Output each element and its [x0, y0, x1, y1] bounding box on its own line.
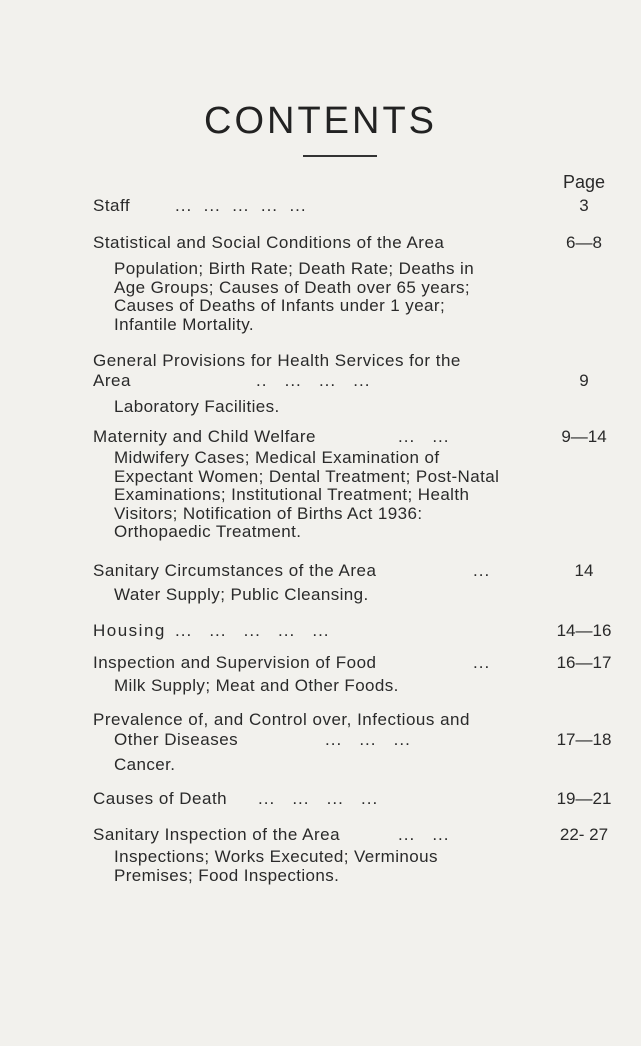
entry-title-continued: Other Diseases: [114, 730, 239, 749]
dot-leader: ... ...: [398, 427, 450, 446]
entry-subtopics: Inspections; Works Executed; Verminous Premises; Food Inspections.: [114, 847, 438, 885]
title-rule: [303, 155, 377, 157]
entry-title: Maternity and Child Welfare: [93, 427, 316, 446]
dot-leader: ...: [473, 653, 491, 672]
entry-title: General Provisions for Health Services for the: [93, 351, 461, 370]
entry-page: 9: [579, 371, 589, 390]
entry-page: 16—17: [556, 653, 612, 672]
entry-subtopics: Laboratory Facilities.: [114, 397, 280, 416]
dot-leader: ... ... ... ...: [258, 789, 379, 808]
entry-title: Sanitary Circumstances of the Area: [93, 561, 377, 580]
entry-subtopics: Milk Supply; Meat and Other Foods.: [114, 676, 399, 695]
dot-leader: .. ... ... ...: [256, 371, 371, 390]
dot-leader: ... ... ... ... ...: [175, 196, 307, 215]
dot-leader: ...: [473, 561, 491, 580]
entry-title: Staff: [93, 196, 131, 215]
entry-page: 14: [574, 561, 594, 580]
toc-entry-staff: [93, 196, 620, 216]
toc-entry-housing: [93, 621, 620, 641]
entry-page: 22- 27: [559, 825, 609, 844]
entry-title: Sanitary Inspection of the Area: [93, 825, 341, 844]
entry-title: Prevalence of, and Control over, Infectious and: [93, 710, 470, 729]
page-column-heading: Page: [562, 172, 606, 192]
toc-entry-maternity: [93, 427, 620, 542]
entry-subtopics: Population; Birth Rate; Death Rate; Deaths in Age Groups; Causes of Death over 65 years; Causes of Deaths of Infants under 1 year; Infantile Mortality.: [114, 259, 475, 334]
toc-entry-food-inspection: [93, 653, 620, 696]
dot-leader: ... ... ...: [325, 730, 411, 749]
entry-subtopics: Water Supply; Public Cleansing.: [114, 585, 369, 604]
page-title: CONTENTS: [204, 100, 437, 142]
entry-title-continued: Area: [93, 371, 131, 390]
entry-title: Inspection and Supervision of Food: [93, 653, 377, 672]
dot-leader: ... ... ... ... ...: [175, 621, 330, 640]
entry-title: Statistical and Social Conditions of the Area: [93, 233, 445, 252]
toc-entry-general-provisions: [93, 351, 620, 417]
entry-subtopics: Cancer.: [114, 755, 176, 774]
entry-page: 6—8: [566, 233, 602, 252]
toc-entry-sanitary-inspection: [93, 825, 620, 885]
entry-subtopics: Midwifery Cases; Medical Examination of Expectant Women; Dental Treatment; Post-Natal Examinations; Institutional Treatment; Health Visitors; Notification of Births Act 1936: Orthopaedic Treatment.: [114, 448, 500, 541]
entry-page: 9—14: [561, 427, 607, 446]
toc-entry-sanitary-circumstances: [93, 561, 620, 605]
toc-entry-statistical: [93, 233, 620, 334]
entry-page: 19—21: [556, 789, 612, 808]
entry-title: Causes of Death: [93, 789, 228, 808]
entry-title: Housing: [93, 621, 166, 640]
entry-page: 14—16: [556, 621, 612, 640]
toc-entry-infectious-diseases: [93, 710, 620, 775]
toc-entry-causes-of-death: [93, 789, 620, 809]
dot-leader: ... ...: [398, 825, 450, 844]
entry-page: 17—18: [556, 730, 612, 749]
entry-page: 3: [579, 196, 589, 215]
